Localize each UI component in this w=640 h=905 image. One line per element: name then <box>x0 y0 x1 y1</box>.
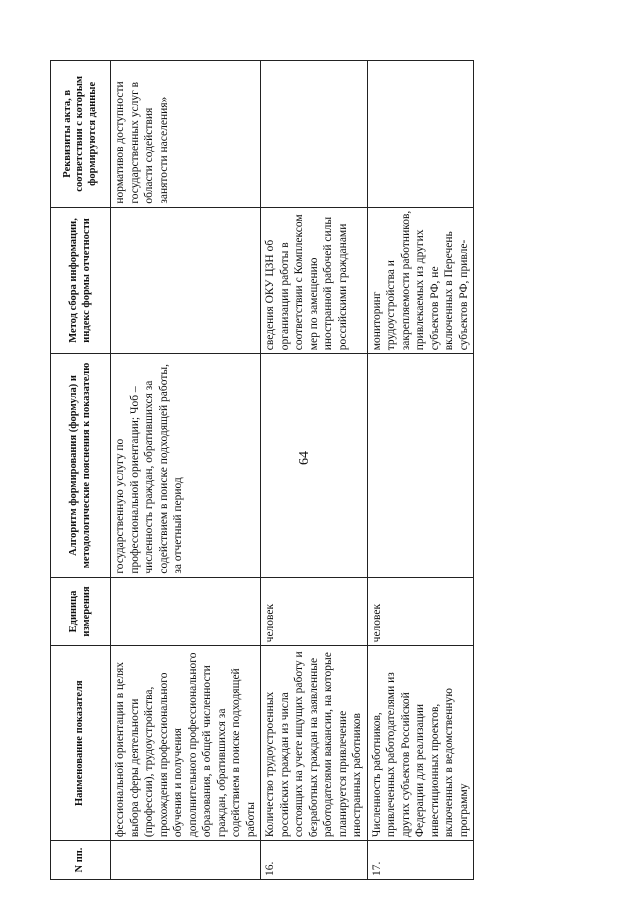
header-method: Метод сбора информации, индекс формы отчетности <box>51 207 111 354</box>
table-row <box>111 61 261 880</box>
row-number: 16. <box>261 841 368 880</box>
row-algorithm <box>261 354 368 577</box>
header-algorithm: Алгоритм формирования (формула) и методологические пояснения к показателю <box>51 354 111 577</box>
page-number: 64 <box>297 451 312 465</box>
table-header-row <box>51 61 111 880</box>
row-algorithm <box>367 354 474 577</box>
header-number: N пп. <box>51 841 111 880</box>
table-row <box>367 61 474 880</box>
row-number <box>111 841 261 880</box>
row-method: сведения ОКУ ЦЗН об организации работы в соответствии с Комплексом мер по замещению иностранной рабочей силы российскими гражданами <box>261 207 368 354</box>
row-unit: человек <box>367 577 474 646</box>
row-requisites <box>367 61 474 208</box>
row-number: 17. <box>367 841 474 880</box>
row-method: мониторинг трудоустройства и закрепляемости работников, привлекаемых из других субъектов РФ, не включенных в Перечень субъектов РФ, привле- <box>367 207 474 354</box>
header-requisites: Реквизиты акта, в соответствии с которым формируются данные <box>51 61 111 208</box>
row-requisites: нормативов доступности государственных услуг в области содействия занятости населения» <box>111 61 261 208</box>
table-row <box>261 61 368 880</box>
row-algorithm: государственную услугу по профессиональной ориентации; Чоб – численность граждан, обратившихся за содействием в поиске подходящей работы, за отчетный период <box>111 354 261 577</box>
row-method <box>111 207 261 354</box>
row-name: Численность работников, привлеченных работодателями из других субъектов Российской Федерации для реализации инвестиционных проектов, включенных в ведомственную программу <box>367 646 474 841</box>
header-unit: Единица измерения <box>51 577 111 646</box>
row-unit <box>111 577 261 646</box>
row-unit: человек <box>261 577 368 646</box>
row-requisites <box>261 61 368 208</box>
header-indicator-name: Наименование показателя <box>51 646 111 841</box>
rotated-table-wrapper <box>50 60 470 880</box>
indicators-table <box>50 60 474 880</box>
row-name: Количество трудоустроенных российских граждан из числа состоящих на учете ищущих работу и безработных граждан на заявленные работодателями вакансии, на которые планируется привлечение иностранных работников <box>261 646 368 841</box>
row-name: фессиональной ориентации в целях выбора сферы деятельности (профессии), трудоустройства, прохождения профессионального обучения и получения дополнительного профессионального образования, в общей численности граждан, обратившихся за содействием в поиске подходящей работы <box>111 646 261 841</box>
